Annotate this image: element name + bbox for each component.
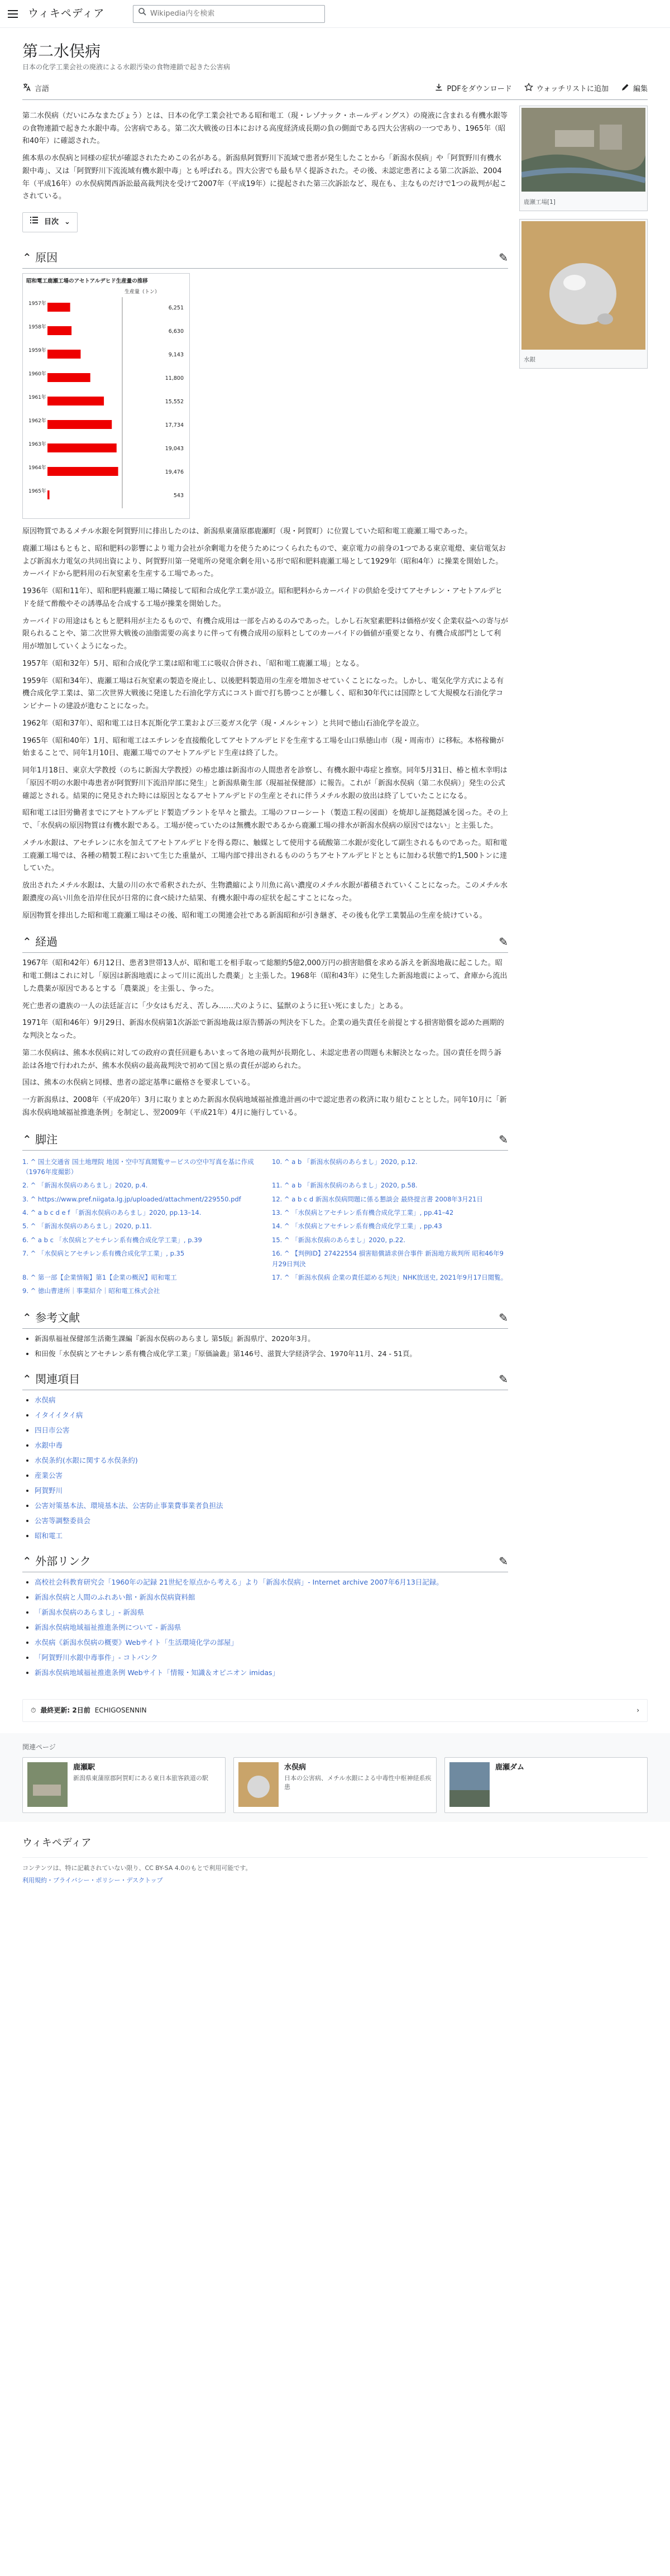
- body-paragraph: 1936年（昭和11年）、昭和肥料鹿瀬工場に隣接して昭和合成化学工業が設立。昭和肥料からカーバイドの供給を受けてアセチレン・アセトアルデヒドを経て酢酸やその誘導品を合成する工場が操業を開始した。: [22, 587, 502, 608]
- pencil-icon[interactable]: ✎: [499, 1372, 508, 1386]
- external-link[interactable]: 水俣病《新潟水俣病の概要》Webサイト「生活環境化学の部屋」: [35, 1638, 238, 1647]
- footnote-item[interactable]: 16. ^ 【判例ID】27422554 損害賠償請求併合事件 新潟地方裁判所 昭和46年9月29日判決: [272, 1249, 504, 1268]
- footnote-item[interactable]: 11. ^ a b 「新潟水俣病のあらまし」2020, p.58.: [272, 1181, 418, 1190]
- page-title: 第二水俣病: [22, 42, 101, 60]
- value-label: 11,800: [165, 375, 184, 382]
- value-label: 6,630: [168, 328, 184, 335]
- footnote-item[interactable]: 13. ^ 「水俣病とアセチレン系有機合成化学工業」, pp.41–42: [272, 1209, 454, 1217]
- license-text: コンテンツは、特に記載されていない限り、CC BY-SA 4.0のもとで利用可能です。: [22, 1864, 252, 1872]
- chevron-down-icon: ⌄: [64, 217, 70, 226]
- mercury-photo: [521, 221, 645, 350]
- chart-bar: [47, 326, 71, 335]
- download-icon: [434, 83, 443, 96]
- category-label: 1959年: [28, 348, 46, 354]
- search-input[interactable]: [150, 9, 320, 18]
- related-list: [35, 1395, 508, 1542]
- related-card[interactable]: [233, 1757, 437, 1813]
- external-list: [35, 1577, 508, 1678]
- body-paragraph: 1965年（昭和40年）1月、昭和電工はエチレンを直接酸化してアセトアルデヒドを生産する工場を山口県徳山市（現・周南市）に移転。本格稼働が始まることで、同年1月10日、鹿瀬工場でのアセトアルデヒド生産は終了した。: [22, 736, 504, 758]
- related-pages: [0, 1733, 670, 1822]
- related-link[interactable]: 公害等調整委員会: [35, 1516, 91, 1525]
- card-title: 鹿瀬ダム: [495, 1763, 525, 1772]
- chart-title: 昭和電工鹿瀬工場のアセトアルデヒド生産量の推移: [26, 278, 148, 285]
- chart-bar: [47, 420, 112, 429]
- pdf-download-button[interactable]: [434, 83, 511, 96]
- chart-ylabel: 生産量（トン）: [125, 289, 160, 295]
- card-title: 水俣病: [284, 1763, 307, 1772]
- external-link[interactable]: 新潟水俣病と人間のふれあい館・新潟水俣病資料館: [35, 1592, 195, 1601]
- related-link[interactable]: 公害対策基本法、環境基本法、公害防止事業費事業者負担法: [35, 1501, 223, 1510]
- site-logo[interactable]: ウィキペディア: [28, 7, 105, 20]
- page-toolbar: [22, 83, 648, 100]
- chevron-down-icon: ⌃: [22, 1132, 32, 1146]
- section-title: 外部リンク: [35, 1554, 91, 1568]
- watchlist-button[interactable]: [524, 83, 609, 96]
- intro-paragraph: 第二水俣病（だいにみなまたびょう）とは、日本の化学工業会社である昭和電工（現・レゾナック・ホールディングス）の廃液に含まれる有機水銀等の食物連鎖で起きた水銀中毒。公害病である。第二次大戦後の日本における高度経済成長期の負の側面である四大公害病の一つであり、1965年（昭和40年）に確認された。: [22, 111, 508, 146]
- footnote-item[interactable]: 1. ^ 国土交通省 国土地理院 地図・空中写真閲覧サービスの空中写真を基に作成（1976年度撮影）: [22, 1157, 254, 1176]
- reference-item: • 新潟県福祉保健部生活衛生課編『新潟水俣病のあらまし 第5版』新潟県庁、2020年3月。: [35, 1333, 508, 1344]
- category-label: 1965年: [28, 489, 46, 495]
- value-label: 17,734: [165, 422, 184, 429]
- footnote-item[interactable]: 10. ^ a b 「新潟水俣病のあらまし」2020, p.12.: [272, 1157, 418, 1166]
- body-paragraph: 放出されたメチル水銀は、大量の川の水で希釈されたが、生物濃縮により川魚に高い濃度のメチル水銀が蓄積されていくことになった。このメチル水銀濃度の高い川魚を沿岸住民が日常的に食べ続けた結果、有機水銀中毒の症状を起こすことになった。: [22, 881, 508, 903]
- category-label: 1957年: [28, 301, 46, 307]
- external-link[interactable]: 「阿賀野川水銀中毒事件」- コトバンク: [35, 1653, 158, 1662]
- chevron-down-icon: ⌃: [22, 935, 32, 949]
- footnote-item[interactable]: 7. ^ 「水俣病とアセチレン系有機合成化学工業」, p.35: [22, 1249, 185, 1258]
- section-heading-external[interactable]: [22, 1551, 508, 1572]
- footnote-item[interactable]: 8. ^ 第一部【企業情報】第1【企業の概況】昭和電工: [22, 1273, 177, 1282]
- list-icon: [30, 216, 39, 228]
- category-label: 1958年: [28, 325, 46, 331]
- section-title: 参考文献: [35, 1310, 80, 1324]
- edit-button[interactable]: [621, 83, 648, 96]
- value-label: 19,476: [165, 469, 184, 476]
- footer-logo: ウィキペディア: [22, 1835, 648, 1858]
- related-link[interactable]: 水俣病: [35, 1395, 56, 1404]
- footer-links[interactable]: 利用規約・プライバシー・ポリシー・デスクトップ: [22, 1876, 163, 1884]
- chart-bar: [47, 443, 117, 452]
- chevron-down-icon: ⌃: [22, 1310, 32, 1324]
- chart-bar: [47, 350, 80, 359]
- chart-bar: [47, 397, 104, 406]
- card-title: 鹿瀬駅: [73, 1763, 95, 1772]
- sidebar-figures: [519, 106, 648, 1682]
- page-subtitle: 日本の化学工業会社の廃液による水銀汚染の食物連鎖で起きた公害病: [22, 63, 231, 71]
- section-title: 関連項目: [35, 1372, 80, 1386]
- site-header: [0, 0, 670, 28]
- footnote-item[interactable]: 15. ^ 「新潟水俣病のあらまし」2020, p.22.: [272, 1235, 406, 1244]
- chevron-down-icon: ⌃: [22, 1554, 32, 1568]
- external-link[interactable]: 新潟水俣病地域福祉推進条例 Webサイト「情報・知識＆オピニオン imidas」: [35, 1668, 280, 1677]
- body-paragraph: 1957年（昭和32年）5月、昭和合成化学工業は昭和電工に吸収合併され、「昭和電工鹿瀬工場」となる。: [22, 659, 364, 668]
- search-icon: [138, 7, 147, 21]
- chart-bar: [47, 467, 118, 476]
- history-icon: ⏱: [31, 1706, 36, 1714]
- section-title: 経過: [35, 935, 58, 949]
- last-edit-text: 最終更新: 2日前: [40, 1706, 90, 1714]
- section-heading-history[interactable]: [22, 931, 508, 953]
- footnote-item[interactable]: 9. ^ 徳山曹達所｜事業紹介｜昭和電工株式会社: [22, 1287, 160, 1295]
- chart-bar: [47, 303, 70, 312]
- footnote-item[interactable]: 5. ^ 「新潟水俣病のあらまし」2020, p.11.: [22, 1222, 152, 1230]
- footnote-item[interactable]: 17. ^ 「新潟水俣病 企業の責任認める判決」NHK放送史, 2021年9月17日閲覧。: [272, 1273, 508, 1282]
- body-paragraph: 国は、熊本の水俣病と同様、患者の認定基準に厳格さを要求している。: [22, 1079, 255, 1087]
- language-button[interactable]: [22, 83, 49, 96]
- figure-caption: 鹿瀬工場[1]: [524, 198, 556, 206]
- category-label: 1961年: [28, 395, 46, 401]
- card-thumbnail: [27, 1762, 68, 1807]
- chart-bar: [47, 490, 50, 499]
- figure-caption: 水銀: [524, 356, 535, 364]
- pencil-icon: [621, 83, 630, 96]
- language-label: 言語: [35, 84, 50, 93]
- related-link[interactable]: 昭和電工: [35, 1531, 63, 1540]
- value-label: 9,143: [168, 352, 184, 359]
- body-paragraph: 1967年（昭和42年）6月12日、患者3世帯13人が、昭和電工を相手取って総額約5億2,000万円の損害賠償を求める訴えを新潟地裁に起こした。昭和電工側はこれに対し「原因は新潟地震によって川に流出した農薬」と主張した。1968年（昭和43年）に発生した新潟地震によって、倉庫から流出した農薬が原因であるとする「農薬説」を主張し、争った。: [22, 959, 508, 993]
- external-link[interactable]: 新潟水俣病地域福祉推進条例について - 新潟県: [35, 1623, 181, 1632]
- intro-paragraph: 熊本県の水俣病と同様の症状が確認されたためこの名がある。新潟県阿賀野川下流域で患者が発生したことから「新潟水俣病」や「阿賀野川有機水銀中毒」、又は「阿賀野川下流流域有機水銀中毒」とも呼ばれる。四大公害でも最も早く提訴された。その後、未認定患者による第二次訴訟、2004年（平成16年）の水俣病関西訴訟最高裁判決を受けて2007年（平成19年）に提起された第三次訴訟など、現在も、主なものだけで1つの裁判が起こされている。: [22, 154, 507, 201]
- related-link[interactable]: イタイイタイ病: [35, 1410, 83, 1419]
- related-link[interactable]: 産業公害: [35, 1471, 63, 1480]
- article-body: [22, 106, 508, 1682]
- body-paragraph: 同年1月18日、東京大学教授（のちに新潟大学教授）の椿忠雄は新潟市の人間患者を診察し、有機水銀中毒症と推察。同年5月31日、椿と植木幸明は「原因不明の水銀中毒患者が阿賀野川下流沿岸部に発生」と新潟県衛生部（現福祉保健部）に報告。これが「新潟水俣病（第二水俣病）」発生の公式確認とされる。結果的に発見された時には原因となるアセトアルデヒドの生産とそれに伴うメチル水銀の放出は終了していたことになる。: [22, 766, 508, 800]
- section-heading-cause[interactable]: [22, 247, 508, 269]
- body-paragraph: メチル水銀は、アセチレンに水を加えてアセトアルデヒドを得る際に、触媒として使用する硫酸第二水銀が変化して副生されるものであった。昭和電工鹿瀬工場では、各種の精製工程において生じた重量が、工場内部で排出されるもののうちアセトアルデヒドとともに加わる状態で約1,500トンに達していた。: [22, 838, 508, 873]
- section-title: 脚注: [35, 1132, 58, 1146]
- pencil-icon[interactable]: ✎: [499, 935, 508, 949]
- language-icon: [22, 83, 31, 96]
- category-label: 1962年: [28, 418, 46, 424]
- related-card[interactable]: [22, 1757, 226, 1813]
- external-link[interactable]: 「新潟水俣病のあらまし」- 新潟県: [35, 1607, 144, 1616]
- card-desc: 新潟県東蒲原郡阿賀町にある東日本旅客鉄道の駅: [73, 1774, 208, 1782]
- search-box[interactable]: [133, 5, 325, 23]
- production-chart: [22, 273, 190, 519]
- section-heading-related[interactable]: [22, 1368, 508, 1390]
- pencil-icon[interactable]: ✎: [499, 1554, 508, 1568]
- footnote-item[interactable]: 2. ^ 「新潟水俣病のあらまし」2020, p.4.: [22, 1181, 148, 1190]
- related-card[interactable]: [444, 1757, 648, 1813]
- bar-chart: [26, 287, 186, 511]
- chevron-right-icon: ›: [636, 1706, 639, 1714]
- last-edit-user: ECHIGOSENNIN: [94, 1706, 147, 1714]
- chevron-down-icon: ⌃: [22, 1372, 32, 1386]
- chart-bar: [47, 373, 90, 382]
- body-paragraph: 1959年（昭和34年）、鹿瀬工場は石灰窒素の製造を廃止し、以後肥料製造用の生産を増加させていくことになった。しかし、電気化学方式による有機合成化学工業は、第二次世界大戦後に発達した石油化学方式にコスト面で打ち勝つことが難しく、昭和30年代には国際として大規模な石油化学コンビナートの建設が進むことになった。: [22, 676, 504, 711]
- body-paragraph: 1962年（昭和37年）、昭和電工は日本瓦斯化学工業および三菱ガス化学（現・メルシャン）と共同で徳山石油化学を設立。: [22, 719, 424, 728]
- pencil-icon[interactable]: ✎: [499, 1310, 508, 1324]
- related-link[interactable]: 四日市公害: [35, 1425, 70, 1434]
- body-paragraph: 1971年（昭和46年）9月29日、新潟水俣病第1次訴訟で新潟地裁は原告勝訴の判決を下した。企業の過失責任を前提とする損害賠償を認めた画期的な判決となった。: [22, 1019, 504, 1041]
- category-label: 1963年: [28, 442, 46, 448]
- body-paragraph: 一方新潟県は、2008年（平成20年）3月に取りまとめた新潟水俣病地域福祉推進計画の中で認定患者の救済に取り組むこととした。同年10月に「新潟水俣病地域福祉推進条例」を制定し、翌2009年（平成21年）4月に施行している。: [22, 1096, 507, 1117]
- body-paragraph: 原因物質を排出した昭和電工鹿瀬工場はその後、昭和電工の関連会社である新潟昭和が引き継ぎ、その後も化学工業製品の生産を続けている。: [22, 911, 487, 920]
- footnote-item[interactable]: 14. ^ 「水俣病とアセチレン系有機合成化学工業」, pp.43: [272, 1222, 442, 1230]
- watchlist-label: ウォッチリストに追加: [536, 84, 609, 93]
- pdf-download-label: PDFをダウンロード: [447, 84, 512, 93]
- card-thumbnail: [238, 1762, 279, 1807]
- value-label: 543: [173, 493, 184, 499]
- category-label: 1960年: [28, 371, 46, 378]
- footnote-item[interactable]: 3. ^ https://www.pref.niigata.lg.jp/uploaded/attachment/229550.pdf: [22, 1195, 241, 1203]
- body-paragraph: 昭和電工は旧労働者までにアセトアルデヒド製造プラントを早々と撤去。工場のフローシート（製造工程の図面）を焼却し証拠隠滅を図った。その上で、「水俣病の原因物質は有機水銀である。工場が使っていたのは無機水銀であるから鹿瀬工場の排水が新潟水俣病の原因ではない」と主張した。: [22, 809, 508, 831]
- related-link[interactable]: 水銀中毒: [35, 1440, 63, 1449]
- figure-mercury[interactable]: [519, 219, 648, 369]
- value-label: 6,251: [168, 305, 184, 312]
- reference-item: • 和田俊「水俣病とアセチレン系有機合成化学工業」『原価論叢』第146号、滋賀大学経済学会、1970年11月、24 - 51頁。: [35, 1348, 508, 1359]
- value-label: 19,043: [165, 446, 184, 452]
- section-title: 原因: [35, 251, 58, 265]
- pencil-icon[interactable]: ✎: [499, 1132, 508, 1146]
- body-paragraph: 第二水俣病は、熊本水俣病に対しての政府の責任回避もあいまって各地の裁判が長期化し、未認定患者の問題も未解決となった。国の責任を問う訴訟は各地で行われたが、熊本水俣病の最高裁判決で初めて国と県の責任が認められた。: [22, 1048, 502, 1070]
- footnote-item[interactable]: 12. ^ a b c d 新潟水俣病問題に係る懇談会 最終提言書 2008年3月21日: [272, 1195, 483, 1203]
- body-paragraph: 鹿瀬工場はもともと、昭和肥料の影響により電力会社が余剰電力を使うためにつくられたもので、東京電力の前身の1つである東京電燈、東信電気および新潟水力電気の共同出資により、阿賀野川第一発電所の発電余剰を用いる形で昭和肥料鹿瀬工場として1929年（昭和4年）に操業を開始した。カーバイドから肥料用の石灰窒素を生産する工場であった。: [22, 544, 506, 579]
- section-heading-footnotes[interactable]: [22, 1129, 508, 1151]
- related-link[interactable]: 阿賀野川: [35, 1486, 63, 1495]
- footnote-item[interactable]: 4. ^ a b c d e f 「新潟水俣病のあらまし」2020, pp.13–14.: [22, 1209, 202, 1217]
- related-pages-heading: 関連ページ: [22, 1743, 56, 1751]
- card-thumbnail: [449, 1762, 490, 1807]
- section-heading-references[interactable]: [22, 1307, 508, 1329]
- star-icon: [524, 83, 533, 96]
- figure-factory[interactable]: [519, 106, 648, 211]
- reference-list: [35, 1333, 508, 1359]
- footnote-item[interactable]: 6. ^ a b c 「水俣病とアセチレン系有機合成化学工業」, p.39: [22, 1235, 202, 1244]
- footnote-list: [22, 1155, 508, 1298]
- body-paragraph: 原因物質であるメチル水銀を阿賀野川に排出したのは、新潟県東蒲原郡鹿瀬町（現・阿賀町）に位置していた昭和電工鹿瀬工場であった。: [22, 527, 472, 536]
- body-paragraph: カーバイドの用途はもともと肥料用が主たるもので、有機合成用は一部を占めるのみであった。しかし石灰窒素肥料は価格が安く企業収益への寄与が限られることや、第二次世界大戦後の油脂需要の高まりに伴って有機合成用の原料としてのカーバイドの価値が重要となり、有機合成部門として利用が増加していくようになった。: [22, 617, 508, 651]
- category-label: 1964年: [28, 465, 46, 471]
- factory-photo: [521, 108, 645, 192]
- toc-button[interactable]: [22, 212, 78, 232]
- external-link[interactable]: 高校社会科教育研究会「1960年の記録 21世紀を原点から考える」より「新潟水俣病」- Internet archive 2007年6月13日記録。: [35, 1577, 443, 1586]
- last-edited-bar[interactable]: [22, 1699, 648, 1722]
- chevron-down-icon: ⌃: [22, 251, 32, 265]
- pencil-icon[interactable]: ✎: [499, 251, 508, 265]
- site-footer: [22, 1822, 648, 1902]
- body-paragraph: 死亡患者の遺族の一人の法廷証言に「少女はもだえ、苦しみ……犬のように、猛獣のように狂い死にました」とある。: [22, 1001, 408, 1010]
- value-label: 15,552: [165, 399, 184, 406]
- card-desc: 日本の公害病、メチル水銀による中毒性中枢神経系疾患: [284, 1774, 432, 1791]
- toc-label: 目次: [44, 217, 59, 226]
- main-menu-icon[interactable]: [8, 7, 21, 21]
- related-link[interactable]: 水俣条約(水銀に関する水俣条約): [35, 1456, 138, 1464]
- edit-label: 編集: [633, 84, 648, 93]
